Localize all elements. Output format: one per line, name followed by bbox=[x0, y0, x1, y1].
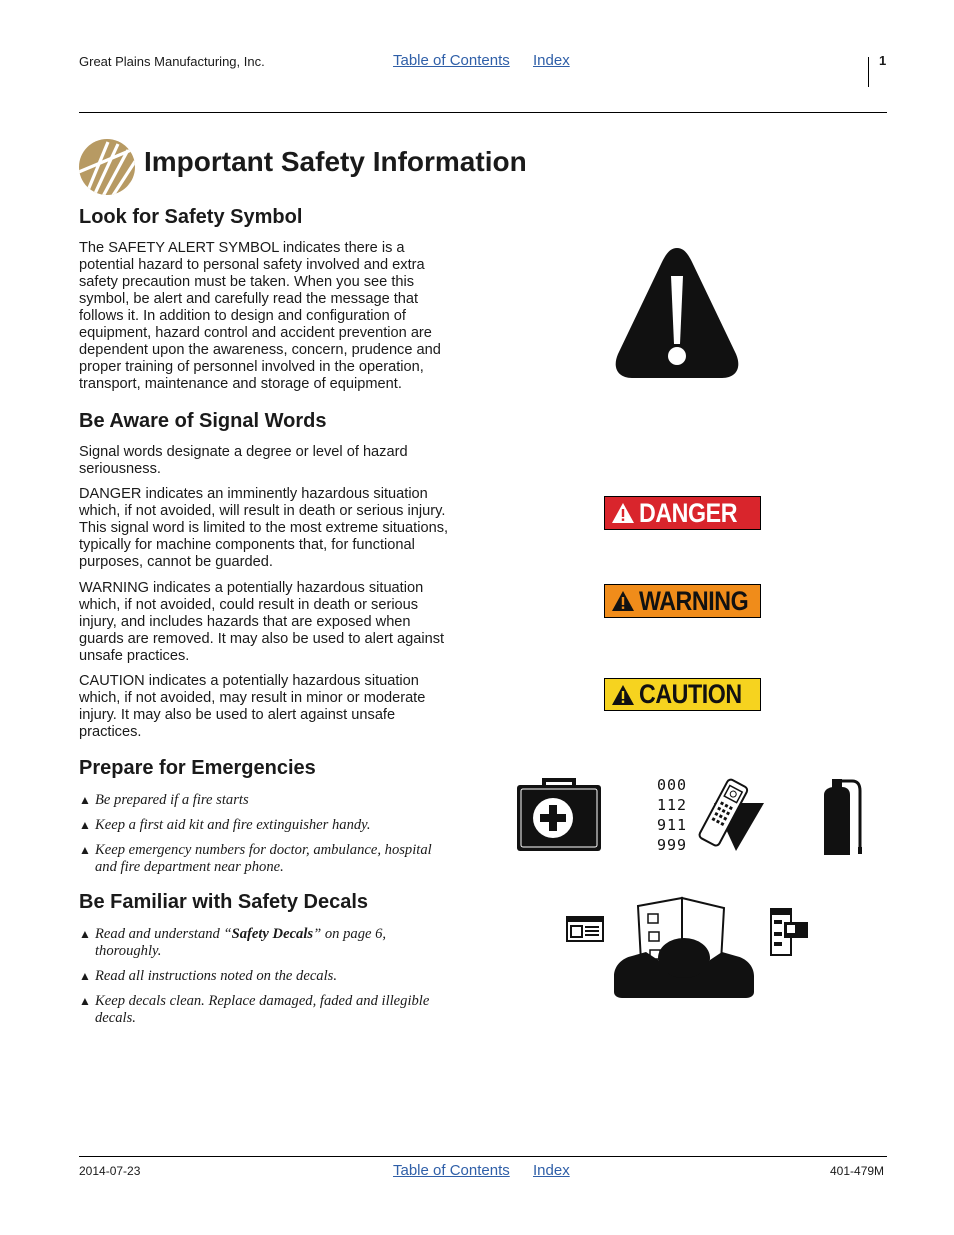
text-line: seriousness. bbox=[79, 461, 161, 477]
warning-text: WARNING bbox=[639, 585, 749, 616]
first-aid-kit-icon bbox=[516, 778, 602, 853]
text-line: practices. bbox=[79, 724, 142, 740]
text-line: which, if not avoided, will result in death or serious injury. bbox=[79, 503, 446, 519]
text-line: potential hazard to personal safety involved and extra bbox=[79, 257, 425, 273]
safety-alert-icon bbox=[614, 246, 740, 380]
header-index-link[interactable]: Index bbox=[533, 52, 570, 69]
danger-paragraph bbox=[79, 486, 471, 571]
emergency-numbers bbox=[657, 775, 687, 855]
emergency-number: 000 bbox=[657, 776, 688, 794]
bullet-triangle-icon: ▲ bbox=[79, 927, 91, 941]
text-line: DANGER indicates an imminently hazardous situation bbox=[79, 486, 428, 502]
text-line: which, if not avoided, could result in death or serious bbox=[79, 597, 419, 613]
alert-triangle-icon bbox=[611, 684, 635, 706]
heading-safety-decals: Be Familiar with Safety Decals bbox=[79, 891, 369, 913]
header-toc-link[interactable]: Table of Contents bbox=[393, 52, 510, 69]
phone-icon bbox=[694, 775, 766, 853]
text-line: follows it. In addition to design and configuration of bbox=[79, 308, 406, 324]
bullet-triangle-icon: ▲ bbox=[79, 843, 91, 857]
heading-emergencies: Prepare for Emergencies bbox=[79, 757, 316, 779]
heading-safety-symbol: Look for Safety Symbol bbox=[79, 206, 303, 228]
bullet-triangle-icon: ▲ bbox=[79, 994, 91, 1008]
caution-text: CAUTION bbox=[639, 679, 742, 709]
bullet-text: Read all instructions noted on the decals. bbox=[95, 968, 337, 984]
alert-triangle-icon bbox=[611, 590, 635, 612]
bullet-text: thoroughly. bbox=[95, 943, 162, 959]
caution-label bbox=[604, 678, 761, 711]
bullet-text: Read and understand “ bbox=[95, 926, 232, 942]
bullet-text: Be prepared if a fire starts bbox=[95, 792, 249, 808]
reading-manual-icon bbox=[612, 896, 758, 998]
bullet-text: Keep a first aid kit and fire extinguisher handy. bbox=[95, 817, 371, 833]
caution-paragraph bbox=[79, 673, 471, 741]
text-line: typically for machine components that, for functional bbox=[79, 537, 415, 553]
text-line: equipment, hazard control and accident prevention are bbox=[79, 325, 432, 341]
list-item bbox=[79, 968, 471, 985]
footer-rule bbox=[79, 1156, 887, 1157]
bullet-text: Keep emergency numbers for doctor, ambulance, hospital bbox=[95, 842, 432, 858]
bullet-triangle-icon: ▲ bbox=[79, 969, 91, 983]
alert-triangle-icon bbox=[611, 502, 635, 524]
footer-date: 2014-07-23 bbox=[79, 1164, 141, 1178]
logo-icon bbox=[78, 138, 136, 196]
bullet-triangle-icon: ▲ bbox=[79, 818, 91, 832]
text-line: which, if not avoided, may result in minor or moderate bbox=[79, 690, 426, 706]
page-title: Important Safety Information bbox=[144, 146, 527, 177]
emergency-number: 999 bbox=[657, 836, 688, 854]
emergency-number: 112 bbox=[657, 796, 688, 814]
text-line: Signal words designate a degree or level of hazard bbox=[79, 444, 408, 460]
warning-paragraph bbox=[79, 580, 471, 665]
text-line: unsafe practices. bbox=[79, 648, 190, 664]
text-line: injury, and includes hazards that are exposed when bbox=[79, 614, 411, 630]
header-divider bbox=[868, 57, 869, 87]
footer-toc-link[interactable]: Table of Contents bbox=[393, 1162, 510, 1179]
bullet-text: ” on page 6, bbox=[313, 926, 387, 942]
text-line: The SAFETY ALERT SYMBOL indicates there is a bbox=[79, 240, 405, 256]
list-item bbox=[79, 817, 471, 834]
decal-icon bbox=[566, 916, 604, 942]
footer-index-link[interactable]: Index bbox=[533, 1162, 570, 1179]
fire-extinguisher-icon bbox=[818, 777, 864, 857]
list-item bbox=[79, 842, 471, 876]
decal-icon bbox=[770, 908, 810, 958]
header-rule bbox=[79, 112, 887, 113]
warning-label bbox=[604, 584, 761, 618]
text-line: symbol, be alert and carefully read the message that bbox=[79, 291, 419, 307]
safety-decals-reference: Safety Decals bbox=[231, 926, 314, 942]
signal-intro-paragraph bbox=[79, 444, 471, 478]
danger-label bbox=[604, 496, 761, 530]
text-line: dependent upon the awareness, concern, prudence and bbox=[79, 342, 441, 358]
page-number: 1 bbox=[879, 53, 887, 68]
text-line: guards are removed. It may also be used to alert against bbox=[79, 631, 445, 647]
bullet-text: Keep decals clean. Replace damaged, faded and illegible bbox=[95, 993, 430, 1009]
list-item bbox=[79, 993, 471, 1027]
company-name: Great Plains Manufacturing, Inc. bbox=[79, 54, 265, 69]
bullet-text: and fire department near phone. bbox=[95, 859, 284, 875]
text-line: transport, maintenance and storage of equipment. bbox=[79, 376, 402, 392]
text-line: safety precaution must be taken. When you see this bbox=[79, 274, 415, 290]
text-line: proper training of personnel involved in the operation, bbox=[79, 359, 424, 375]
text-line: This signal word is limited to the most extreme situations, bbox=[79, 520, 449, 536]
heading-signal-words: Be Aware of Signal Words bbox=[79, 410, 327, 432]
text-line: purposes, cannot be guarded. bbox=[79, 554, 273, 570]
danger-text: DANGER bbox=[639, 497, 738, 528]
document-code: 401-479M bbox=[830, 1164, 885, 1178]
bullet-triangle-icon: ▲ bbox=[79, 793, 91, 807]
list-item bbox=[79, 792, 471, 809]
text-line: CAUTION indicates a potentially hazardous situation bbox=[79, 673, 419, 689]
emergency-number: 911 bbox=[657, 816, 688, 834]
text-line: WARNING indicates a potentially hazardous situation bbox=[79, 580, 424, 596]
list-item bbox=[79, 926, 471, 960]
bullet-text: decals. bbox=[95, 1010, 136, 1026]
text-line: injury. It may also be used to alert against unsafe bbox=[79, 707, 396, 723]
safety-symbol-paragraph bbox=[79, 240, 471, 393]
